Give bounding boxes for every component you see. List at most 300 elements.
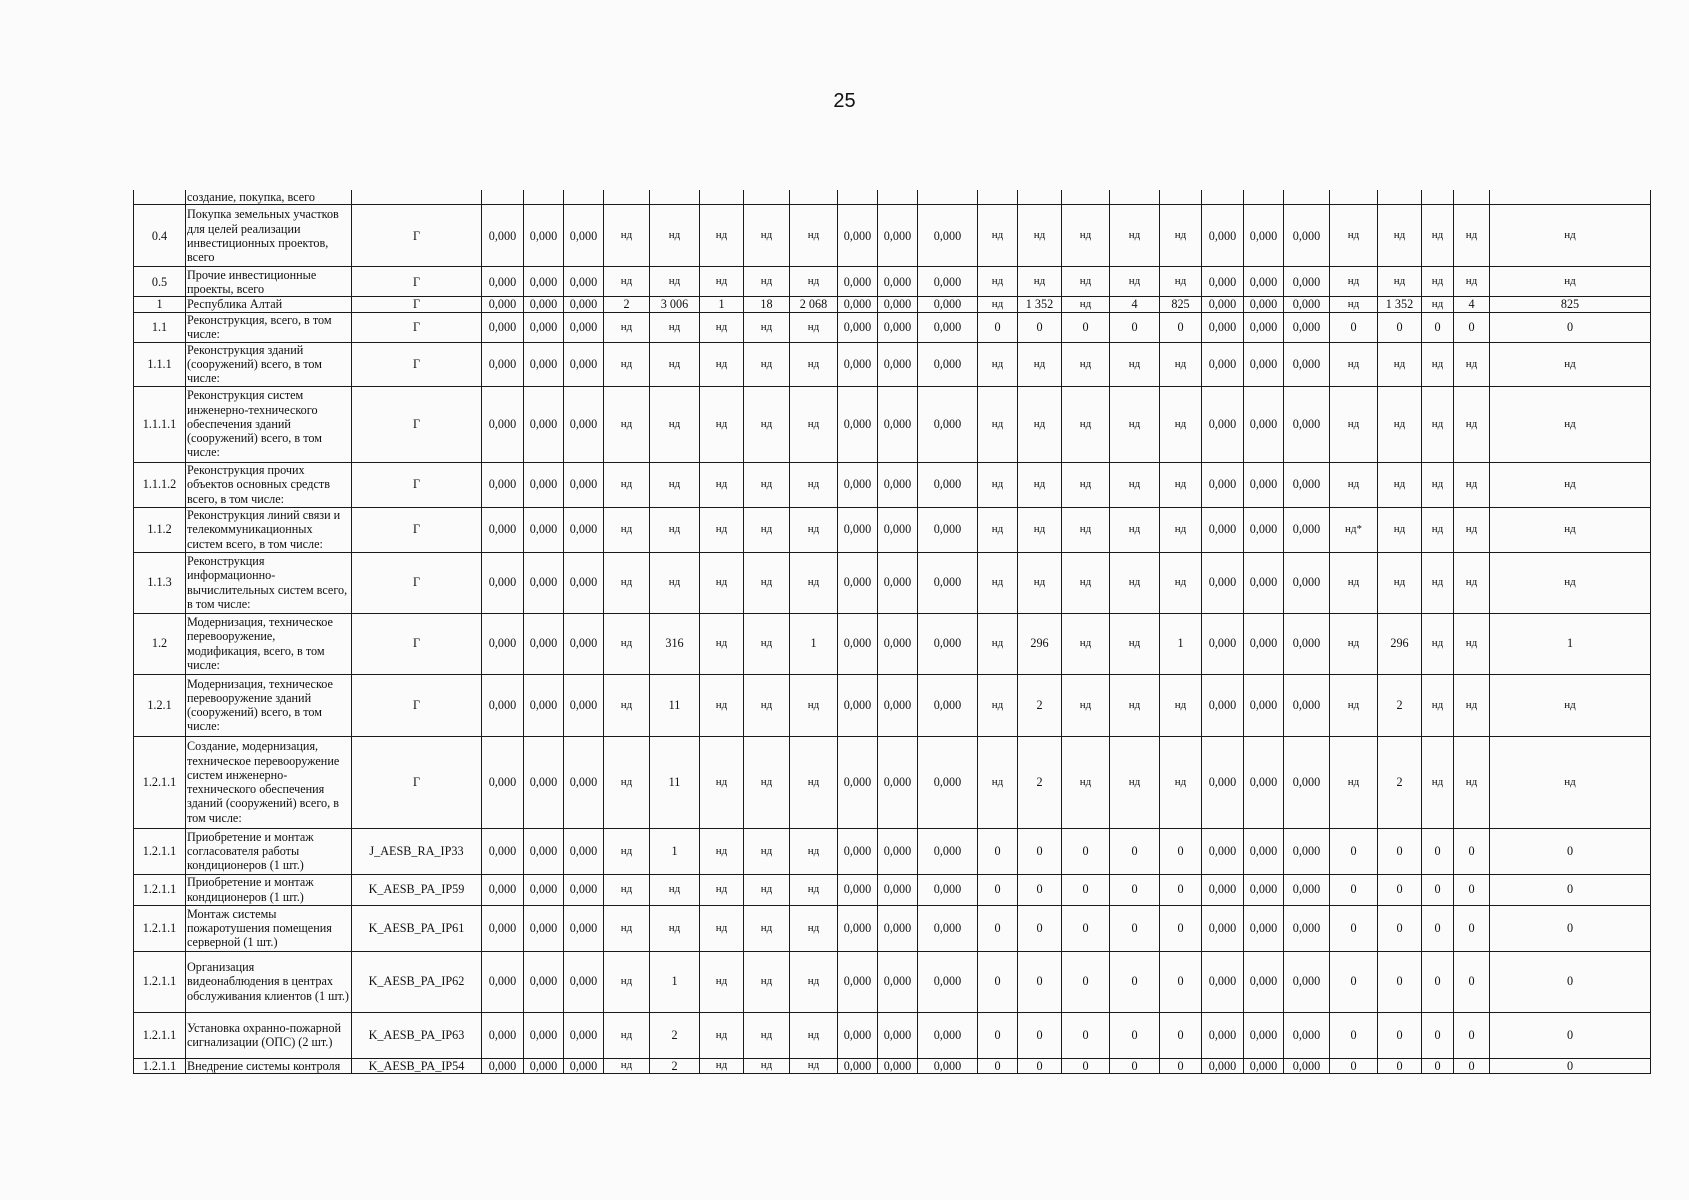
value-cell: нд	[1490, 736, 1651, 828]
value-cell: 0,000	[918, 267, 978, 297]
value-cell: нд	[790, 1012, 838, 1058]
value-cell: нд	[604, 613, 650, 674]
project-id	[352, 190, 482, 205]
value-cell: нд	[1378, 507, 1422, 552]
value-cell: 0	[1422, 828, 1454, 874]
value-cell: нд	[1454, 674, 1490, 736]
value-cell: нд	[1454, 386, 1490, 462]
table-row	[134, 190, 1651, 205]
value-cell: нд	[1330, 462, 1378, 507]
value-cell: 0	[1454, 951, 1490, 1012]
value-cell: 0,000	[482, 267, 524, 297]
value-cell: 0,000	[1202, 1012, 1244, 1058]
value-cell: 0	[1490, 874, 1651, 905]
value-cell: 0,000	[878, 267, 918, 297]
value-cell: 0,000	[838, 312, 878, 342]
value-cell: 0,000	[482, 1058, 524, 1073]
value-cell: 0,000	[878, 1058, 918, 1073]
value-cell: 0,000	[878, 552, 918, 613]
value-cell: 0	[1062, 874, 1110, 905]
value-cell: нд	[1062, 267, 1110, 297]
value-cell: 0,000	[1244, 297, 1284, 312]
value-cell: нд	[1110, 674, 1160, 736]
value-cell: 0	[1110, 312, 1160, 342]
value-cell: 0	[1378, 874, 1422, 905]
value-cell: нд	[1330, 342, 1378, 386]
row-number: 1.1.2	[134, 507, 186, 552]
value-cell: нд	[1490, 462, 1651, 507]
value-cell: 0,000	[1284, 297, 1330, 312]
value-cell: нд	[650, 386, 700, 462]
value-cell: 0,000	[878, 874, 918, 905]
value-cell: 0,000	[524, 674, 564, 736]
project-id: Г	[352, 736, 482, 828]
value-cell: 0,000	[878, 613, 918, 674]
value-cell: 0,000	[838, 386, 878, 462]
value-cell	[1062, 190, 1110, 205]
value-cell: 0	[978, 312, 1018, 342]
value-cell: нд	[1110, 507, 1160, 552]
value-cell: нд	[1110, 342, 1160, 386]
value-cell: 0	[1422, 951, 1454, 1012]
table-row	[134, 312, 1651, 342]
value-cell: нд	[1062, 613, 1110, 674]
value-cell	[790, 190, 838, 205]
row-number: 1.1.1.1	[134, 386, 186, 462]
project-id: Г	[352, 613, 482, 674]
value-cell: 0	[1062, 905, 1110, 951]
value-cell: 0,000	[918, 905, 978, 951]
value-cell: 0	[1110, 905, 1160, 951]
value-cell: нд	[1490, 552, 1651, 613]
value-cell: 0,000	[482, 386, 524, 462]
value-cell: 0,000	[1284, 905, 1330, 951]
value-cell: нд	[1330, 674, 1378, 736]
value-cell: 0,000	[1202, 386, 1244, 462]
value-cell: 2	[1378, 674, 1422, 736]
value-cell: нд	[650, 342, 700, 386]
value-cell: нд	[1490, 267, 1651, 297]
value-cell: 0	[1330, 905, 1378, 951]
project-id: Г	[352, 674, 482, 736]
value-cell: 0,000	[564, 342, 604, 386]
value-cell: нд	[1454, 462, 1490, 507]
table-row	[134, 613, 1651, 674]
value-cell: 0,000	[1284, 267, 1330, 297]
value-cell: 1 352	[1378, 297, 1422, 312]
value-cell: 0,000	[524, 736, 564, 828]
value-cell: нд	[604, 462, 650, 507]
value-cell: 0,000	[1284, 552, 1330, 613]
value-cell: 0,000	[1284, 386, 1330, 462]
value-cell: 0	[1490, 951, 1651, 1012]
value-cell: 2	[1378, 736, 1422, 828]
value-cell: 0	[1110, 1058, 1160, 1073]
value-cell: 0,000	[1202, 507, 1244, 552]
value-cell: нд	[700, 905, 744, 951]
row-number: 1.2.1.1	[134, 951, 186, 1012]
value-cell: нд	[978, 297, 1018, 312]
value-cell: 0	[1490, 1012, 1651, 1058]
value-cell: 0,000	[838, 297, 878, 312]
value-cell: нд	[604, 1058, 650, 1073]
value-cell: нд	[790, 507, 838, 552]
row-number: 1.2.1.1	[134, 828, 186, 874]
value-cell: 0	[1454, 905, 1490, 951]
value-cell: 0,000	[1284, 674, 1330, 736]
value-cell: нд	[604, 267, 650, 297]
value-cell: 0	[1160, 905, 1202, 951]
value-cell: нд	[1330, 613, 1378, 674]
value-cell: нд	[650, 905, 700, 951]
value-cell: 0,000	[838, 613, 878, 674]
value-cell: нд	[1160, 386, 1202, 462]
value-cell: 0	[978, 1058, 1018, 1073]
project-name: Республика Алтай	[186, 297, 352, 312]
value-cell: 0,000	[918, 674, 978, 736]
value-cell: 0	[1018, 1012, 1062, 1058]
value-cell: нд	[1422, 342, 1454, 386]
value-cell: 2	[1018, 674, 1062, 736]
value-cell: 0,000	[1284, 736, 1330, 828]
value-cell: нд	[700, 462, 744, 507]
value-cell: нд	[1454, 736, 1490, 828]
value-cell: 0,000	[564, 828, 604, 874]
value-cell: 0,000	[564, 552, 604, 613]
value-cell: 0	[1490, 1058, 1651, 1073]
project-name: создание, покупка, всего	[186, 190, 352, 205]
value-cell	[1160, 190, 1202, 205]
value-cell: 0,000	[918, 828, 978, 874]
value-cell: 0,000	[482, 205, 524, 267]
value-cell: нд	[1018, 205, 1062, 267]
value-cell: нд	[1062, 205, 1110, 267]
value-cell: 0,000	[524, 462, 564, 507]
value-cell	[1490, 190, 1651, 205]
value-cell: 0	[978, 828, 1018, 874]
value-cell	[918, 190, 978, 205]
value-cell: 0	[1018, 874, 1062, 905]
table-row	[134, 1012, 1651, 1058]
value-cell: 0	[1454, 828, 1490, 874]
value-cell: нд	[700, 674, 744, 736]
project-id: Г	[352, 267, 482, 297]
value-cell: нд	[978, 736, 1018, 828]
value-cell: 0,000	[878, 312, 918, 342]
value-cell: нд	[1330, 267, 1378, 297]
value-cell: 0,000	[1244, 613, 1284, 674]
value-cell: нд	[978, 342, 1018, 386]
value-cell: 0,000	[878, 507, 918, 552]
value-cell: 0,000	[838, 874, 878, 905]
value-cell: 0	[1330, 1058, 1378, 1073]
project-name: Реконструкция систем инженерно-технического обеспечения зданий (сооружений) всего, в том числе:	[186, 386, 352, 462]
value-cell: 11	[650, 674, 700, 736]
value-cell: нд	[1422, 205, 1454, 267]
value-cell: 0,000	[838, 205, 878, 267]
value-cell: нд	[1454, 342, 1490, 386]
value-cell: 0	[1110, 828, 1160, 874]
table-row	[134, 205, 1651, 267]
project-name: Реконструкция информационно-вычислительных систем всего, в том числе:	[186, 552, 352, 613]
value-cell: 0	[1454, 1012, 1490, 1058]
value-cell: 1 352	[1018, 297, 1062, 312]
value-cell: 0,000	[524, 342, 564, 386]
value-cell: нд	[978, 462, 1018, 507]
value-cell: 0,000	[482, 1012, 524, 1058]
value-cell: 0,000	[482, 297, 524, 312]
value-cell: 0,000	[1284, 874, 1330, 905]
value-cell: 0,000	[1244, 905, 1284, 951]
project-name: Покупка земельных участков для целей реализации инвестиционных проектов, всего	[186, 205, 352, 267]
value-cell: 0,000	[482, 951, 524, 1012]
value-cell: нд	[1110, 386, 1160, 462]
value-cell: нд	[700, 828, 744, 874]
value-cell: нд	[700, 552, 744, 613]
value-cell: 2	[1018, 736, 1062, 828]
row-number: 0.4	[134, 205, 186, 267]
value-cell: нд	[604, 736, 650, 828]
value-cell: 0,000	[564, 1058, 604, 1073]
value-cell: нд	[700, 1012, 744, 1058]
value-cell: нд	[1330, 205, 1378, 267]
value-cell: 0,000	[838, 736, 878, 828]
value-cell: 0,000	[524, 386, 564, 462]
value-cell: 0	[978, 874, 1018, 905]
value-cell: 0,000	[524, 267, 564, 297]
value-cell: нд	[744, 507, 790, 552]
table-row	[134, 552, 1651, 613]
project-name: Создание, модернизация, техническое перевооружение систем инженерно-технического обеспечения зданий (сооружений) всего, в том числе:	[186, 736, 352, 828]
value-cell: нд	[744, 342, 790, 386]
value-cell: 0	[1454, 1058, 1490, 1073]
value-cell: нд	[650, 874, 700, 905]
value-cell: нд	[1378, 205, 1422, 267]
value-cell: 0,000	[482, 828, 524, 874]
row-number: 1.2.1.1	[134, 1012, 186, 1058]
value-cell: 0,000	[482, 552, 524, 613]
value-cell: нд	[604, 205, 650, 267]
value-cell: 316	[650, 613, 700, 674]
project-id: K_AESB_PA_IP59	[352, 874, 482, 905]
value-cell: нд	[1062, 674, 1110, 736]
value-cell: 0,000	[1202, 342, 1244, 386]
value-cell	[1454, 190, 1490, 205]
value-cell: 0,000	[524, 613, 564, 674]
value-cell	[1422, 190, 1454, 205]
value-cell: 0	[978, 905, 1018, 951]
value-cell	[524, 190, 564, 205]
project-id: Г	[352, 386, 482, 462]
value-cell: нд	[1330, 552, 1378, 613]
value-cell: нд	[604, 312, 650, 342]
value-cell: 0,000	[838, 1058, 878, 1073]
value-cell: нд	[1422, 552, 1454, 613]
value-cell: нд	[1454, 552, 1490, 613]
value-cell: 0,000	[918, 1012, 978, 1058]
value-cell: нд	[650, 312, 700, 342]
value-cell: 0,000	[918, 462, 978, 507]
value-cell: 0,000	[918, 386, 978, 462]
value-cell: 0,000	[482, 312, 524, 342]
value-cell: нд	[1018, 507, 1062, 552]
value-cell: 0	[1110, 951, 1160, 1012]
table-row	[134, 507, 1651, 552]
value-cell: нд	[1422, 736, 1454, 828]
value-cell: нд	[1422, 613, 1454, 674]
value-cell: 0	[1062, 828, 1110, 874]
value-cell	[1244, 190, 1284, 205]
value-cell: нд	[790, 874, 838, 905]
value-cell: 0,000	[1202, 828, 1244, 874]
value-cell: 0,000	[564, 297, 604, 312]
value-cell: 0,000	[564, 951, 604, 1012]
value-cell: нд	[1454, 507, 1490, 552]
value-cell: 0,000	[878, 905, 918, 951]
value-cell: нд	[700, 312, 744, 342]
page-number: 25	[833, 90, 856, 112]
value-cell: 0,000	[918, 951, 978, 1012]
value-cell: 0,000	[1284, 507, 1330, 552]
value-cell: 0	[1062, 312, 1110, 342]
value-cell: 0	[1160, 1058, 1202, 1073]
value-cell: нд	[790, 736, 838, 828]
value-cell: 0,000	[838, 674, 878, 736]
row-number: 1	[134, 297, 186, 312]
value-cell: 0,000	[1284, 828, 1330, 874]
value-cell: нд	[744, 951, 790, 1012]
value-cell: нд	[1422, 462, 1454, 507]
row-number: 1.1	[134, 312, 186, 342]
value-cell: нд	[744, 674, 790, 736]
value-cell: 0	[978, 1012, 1018, 1058]
value-cell: 0,000	[878, 736, 918, 828]
project-id: Г	[352, 342, 482, 386]
value-cell: 0,000	[838, 828, 878, 874]
value-cell: нд	[1422, 267, 1454, 297]
row-number: 1.1.3	[134, 552, 186, 613]
value-cell: нд	[1062, 507, 1110, 552]
value-cell: 0,000	[838, 951, 878, 1012]
value-cell: нд	[1378, 386, 1422, 462]
value-cell: 0,000	[1202, 874, 1244, 905]
value-cell: нд	[1490, 674, 1651, 736]
value-cell: 0,000	[482, 507, 524, 552]
value-cell: 0,000	[918, 874, 978, 905]
value-cell: 0,000	[524, 951, 564, 1012]
value-cell: нд	[978, 613, 1018, 674]
value-cell: нд	[1110, 736, 1160, 828]
value-cell: 0	[1422, 905, 1454, 951]
value-cell: 0	[1330, 312, 1378, 342]
value-cell: 0,000	[878, 951, 918, 1012]
value-cell: 3 006	[650, 297, 700, 312]
value-cell: 0,000	[878, 386, 918, 462]
value-cell: нд	[700, 342, 744, 386]
value-cell: нд	[1378, 267, 1422, 297]
value-cell: 1	[650, 951, 700, 1012]
project-name: Организация видеонаблюдения в центрах обслуживания клиентов (1 шт.)	[186, 951, 352, 1012]
value-cell	[650, 190, 700, 205]
row-number	[134, 190, 186, 205]
value-cell: нд	[700, 874, 744, 905]
value-cell: 0,000	[524, 828, 564, 874]
value-cell: 0,000	[1284, 462, 1330, 507]
value-cell: нд	[1160, 507, 1202, 552]
value-cell: 0,000	[564, 874, 604, 905]
value-cell: 0,000	[524, 507, 564, 552]
value-cell: нд	[1018, 267, 1062, 297]
value-cell: 0,000	[918, 312, 978, 342]
value-cell: 0,000	[482, 905, 524, 951]
value-cell: нд	[790, 312, 838, 342]
value-cell: 0,000	[1284, 342, 1330, 386]
value-cell: нд	[790, 267, 838, 297]
value-cell: 2	[650, 1058, 700, 1073]
value-cell: нд	[700, 613, 744, 674]
table-row	[134, 462, 1651, 507]
value-cell: 0	[1062, 1058, 1110, 1073]
project-name: Реконструкция линий связи и телекоммуникационных систем всего, в том числе:	[186, 507, 352, 552]
value-cell: 0,000	[1244, 552, 1284, 613]
value-cell: нд	[744, 1012, 790, 1058]
value-cell: 0,000	[564, 267, 604, 297]
value-cell: нд	[744, 1058, 790, 1073]
value-cell: 0	[1422, 312, 1454, 342]
value-cell	[700, 190, 744, 205]
value-cell: нд	[1018, 386, 1062, 462]
project-name: Реконструкция зданий (сооружений) всего, в том числе:	[186, 342, 352, 386]
value-cell: 0	[1110, 1012, 1160, 1058]
value-cell: 0	[1422, 1012, 1454, 1058]
value-cell	[838, 190, 878, 205]
value-cell	[1110, 190, 1160, 205]
value-cell: нд	[790, 1058, 838, 1073]
value-cell: 2	[604, 297, 650, 312]
value-cell: нд	[604, 552, 650, 613]
value-cell: 0,000	[564, 312, 604, 342]
value-cell: 0,000	[838, 462, 878, 507]
value-cell: нд	[604, 386, 650, 462]
value-cell: нд	[650, 507, 700, 552]
value-cell: 0,000	[918, 342, 978, 386]
value-cell: 0	[1490, 905, 1651, 951]
value-cell: нд*	[1330, 507, 1378, 552]
value-cell	[1378, 190, 1422, 205]
value-cell	[482, 190, 524, 205]
value-cell: нд	[1160, 462, 1202, 507]
value-cell: 0	[1160, 312, 1202, 342]
value-cell: 0	[1378, 828, 1422, 874]
value-cell: нд	[1062, 386, 1110, 462]
table-row	[134, 1058, 1651, 1073]
value-cell: 0	[1378, 1058, 1422, 1073]
row-number: 1.2.1	[134, 674, 186, 736]
value-cell: 0,000	[1244, 828, 1284, 874]
value-cell: 0	[1018, 1058, 1062, 1073]
value-cell: 825	[1160, 297, 1202, 312]
row-number: 0.5	[134, 267, 186, 297]
value-cell: 0,000	[838, 267, 878, 297]
value-cell: 0,000	[1202, 205, 1244, 267]
value-cell: 825	[1490, 297, 1651, 312]
value-cell: нд	[650, 205, 700, 267]
table-row	[134, 951, 1651, 1012]
value-cell: 1	[790, 613, 838, 674]
value-cell	[1330, 190, 1378, 205]
investment-table	[133, 190, 1651, 1074]
value-cell: 0	[1160, 874, 1202, 905]
